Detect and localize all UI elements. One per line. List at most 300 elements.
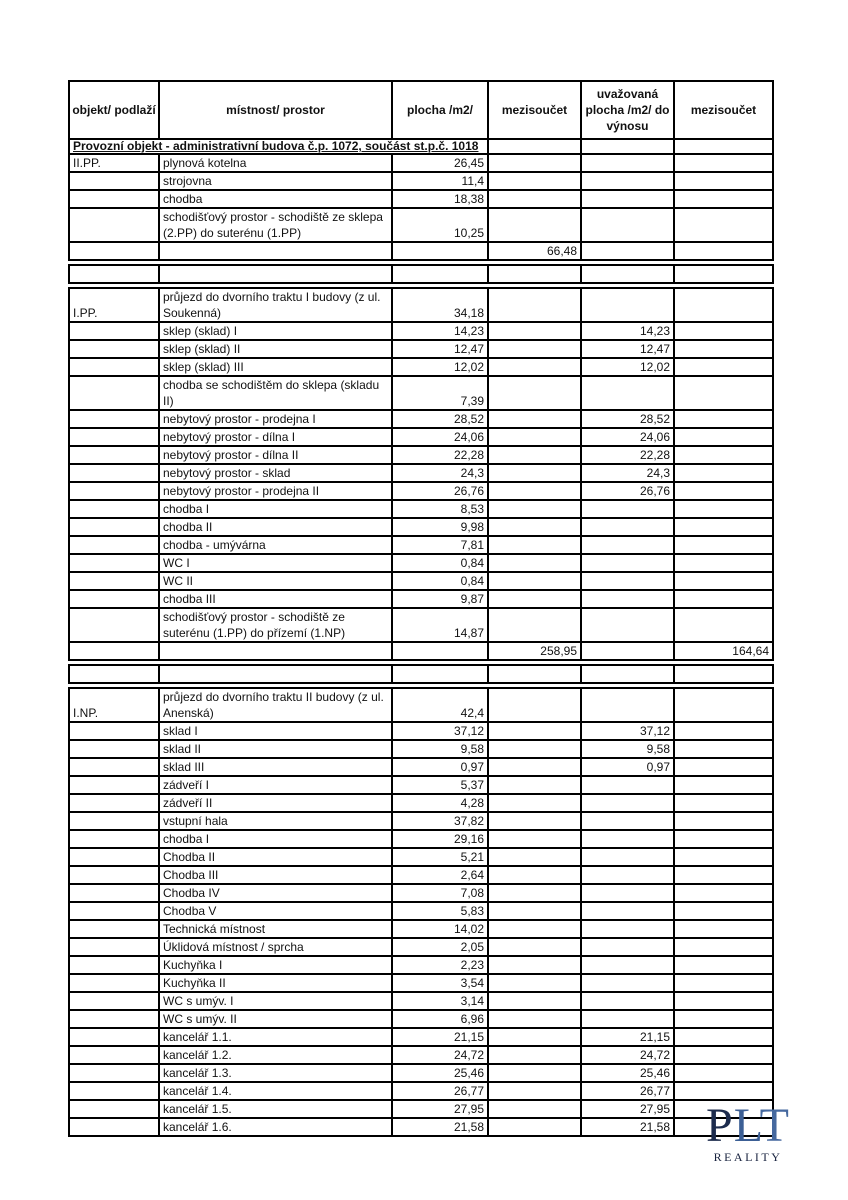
cell-floor <box>69 500 159 518</box>
cell-area: 21,58 <box>392 1118 488 1136</box>
cell-subtotal <box>488 665 581 683</box>
table-row <box>69 665 773 683</box>
cell-subtotal-2 <box>674 776 773 794</box>
cell-room: WC II <box>159 572 392 590</box>
cell-subtotal <box>488 812 581 830</box>
cell-area: 9,98 <box>392 518 488 536</box>
table-row <box>69 992 773 1010</box>
cell-considered-area: 24,3 <box>581 464 674 482</box>
cell-subtotal-2 <box>674 518 773 536</box>
cell-subtotal-2 <box>674 154 773 172</box>
cell-area: 37,12 <box>392 722 488 740</box>
cell-considered-area <box>581 154 674 172</box>
table-row <box>69 265 773 283</box>
table-row <box>69 288 773 322</box>
cell-subtotal-2 <box>674 428 773 446</box>
cell-area <box>392 665 488 683</box>
cell-floor <box>69 376 159 410</box>
cell-room: chodba II <box>159 518 392 536</box>
cell-considered-area <box>581 974 674 992</box>
column-header: místnost/ prostor <box>159 81 392 139</box>
cell-subtotal <box>488 208 581 242</box>
cell-subtotal-2 <box>674 572 773 590</box>
cell-area: 24,3 <box>392 464 488 482</box>
cell-room: sklad II <box>159 740 392 758</box>
cell-room: WC s umýv. II <box>159 1010 392 1028</box>
cell-area: 21,15 <box>392 1028 488 1046</box>
table-row <box>69 1118 773 1136</box>
cell-floor <box>69 172 159 190</box>
cell-subtotal <box>488 688 581 722</box>
cell-considered-area <box>581 866 674 884</box>
cell-area: 18,38 <box>392 190 488 208</box>
table-row <box>69 848 773 866</box>
table-row <box>69 1064 773 1082</box>
table-row <box>69 446 773 464</box>
cell-subtotal <box>488 518 581 536</box>
cell-area: 14,02 <box>392 920 488 938</box>
cell-considered-area <box>581 812 674 830</box>
cell-subtotal <box>488 482 581 500</box>
cell-subtotal: 258,95 <box>488 642 581 660</box>
table-row <box>69 688 773 722</box>
cell-area: 5,21 <box>392 848 488 866</box>
cell-room: nebytový prostor - prodejna II <box>159 482 392 500</box>
cell-considered-area: 22,28 <box>581 446 674 464</box>
cell-considered-area <box>581 172 674 190</box>
cell-subtotal-2 <box>674 1082 773 1100</box>
cell-room: Chodba V <box>159 902 392 920</box>
plt-logo-subtitle: REALITY <box>713 1150 783 1164</box>
cell-subtotal <box>488 410 581 428</box>
cell-area: 0,84 <box>392 572 488 590</box>
empty-cell <box>488 139 581 154</box>
cell-area: 14,23 <box>392 322 488 340</box>
cell-considered-area <box>581 776 674 794</box>
cell-room: chodba <box>159 190 392 208</box>
cell-floor <box>69 590 159 608</box>
table-block <box>68 664 774 684</box>
cell-room: chodba se schodištěm do sklepa (skladu II) <box>159 376 392 410</box>
column-header: mezisoučet <box>488 81 581 139</box>
cell-considered-area <box>581 518 674 536</box>
cell-area: 26,76 <box>392 482 488 500</box>
cell-considered-area <box>581 902 674 920</box>
table-row <box>69 608 773 642</box>
cell-floor <box>69 242 159 260</box>
table-row <box>69 322 773 340</box>
cell-considered-area: 12,47 <box>581 340 674 358</box>
cell-subtotal <box>488 536 581 554</box>
empty-cell <box>674 139 773 154</box>
cell-area: 28,52 <box>392 410 488 428</box>
table-row <box>69 428 773 446</box>
cell-room: Technická místnost <box>159 920 392 938</box>
cell-subtotal-2 <box>674 208 773 242</box>
cell-area: 42,4 <box>392 688 488 722</box>
plt-logo-letter: T <box>759 1099 790 1152</box>
table-row <box>69 1046 773 1064</box>
cell-subtotal-2 <box>674 665 773 683</box>
cell-subtotal-2 <box>674 536 773 554</box>
cell-room: schodišťový prostor - schodiště ze sklepa (2.PP) do suterénu (1.PP) <box>159 208 392 242</box>
cell-subtotal-2 <box>674 590 773 608</box>
cell-area: 12,47 <box>392 340 488 358</box>
table-header-row <box>69 81 773 139</box>
plt-logo-word <box>700 1099 796 1152</box>
cell-floor <box>69 446 159 464</box>
plt-logo-letter: L <box>733 1099 760 1152</box>
cell-area: 5,83 <box>392 902 488 920</box>
cell-subtotal-2 <box>674 688 773 722</box>
cell-subtotal-2 <box>674 322 773 340</box>
cell-area: 9,58 <box>392 740 488 758</box>
cell-room: WC I <box>159 554 392 572</box>
cell-subtotal <box>488 190 581 208</box>
cell-floor <box>69 482 159 500</box>
cell-subtotal-2 <box>674 1064 773 1082</box>
cell-subtotal <box>488 902 581 920</box>
cell-floor <box>69 1082 159 1100</box>
table-row <box>69 410 773 428</box>
cell-area: 2,64 <box>392 866 488 884</box>
cell-room: kancelář 1.5. <box>159 1100 392 1118</box>
table-row <box>69 920 773 938</box>
cell-area <box>392 265 488 283</box>
column-header: plocha /m2/ <box>392 81 488 139</box>
cell-considered-area <box>581 1010 674 1028</box>
cell-area: 3,14 <box>392 992 488 1010</box>
cell-considered-area: 26,76 <box>581 482 674 500</box>
cell-subtotal <box>488 288 581 322</box>
cell-subtotal <box>488 590 581 608</box>
cell-floor <box>69 572 159 590</box>
cell-considered-area: 37,12 <box>581 722 674 740</box>
cell-considered-area: 27,95 <box>581 1100 674 1118</box>
cell-room: nebytový prostor - sklad <box>159 464 392 482</box>
cell-subtotal <box>488 938 581 956</box>
cell-subtotal <box>488 428 581 446</box>
cell-room: zádveří II <box>159 794 392 812</box>
cell-floor: I.PP. <box>69 288 159 322</box>
plt-logo <box>700 1099 796 1165</box>
cell-subtotal-2 <box>674 482 773 500</box>
table-row <box>69 794 773 812</box>
cell-subtotal <box>488 1100 581 1118</box>
table-row <box>69 866 773 884</box>
cell-room: kancelář 1.6. <box>159 1118 392 1136</box>
table-row <box>69 812 773 830</box>
cell-area: 10,25 <box>392 208 488 242</box>
cell-area: 12,02 <box>392 358 488 376</box>
cell-area: 5,37 <box>392 776 488 794</box>
cell-area: 3,54 <box>392 974 488 992</box>
cell-floor <box>69 794 159 812</box>
cell-considered-area: 24,06 <box>581 428 674 446</box>
cell-subtotal <box>488 758 581 776</box>
cell-room: kancelář 1.3. <box>159 1064 392 1082</box>
table-row <box>69 482 773 500</box>
cell-subtotal-2 <box>674 376 773 410</box>
section-title: Provozní objekt - administrativní budova č.p. 1072, součást st.p.č. 1018 <box>69 139 488 154</box>
cell-subtotal-2 <box>674 172 773 190</box>
cell-room: kancelář 1.1. <box>159 1028 392 1046</box>
cell-floor <box>69 608 159 642</box>
cell-floor: I.NP. <box>69 688 159 722</box>
cell-room: Chodba III <box>159 866 392 884</box>
cell-area: 24,06 <box>392 428 488 446</box>
cell-subtotal <box>488 866 581 884</box>
cell-considered-area <box>581 956 674 974</box>
cell-subtotal <box>488 154 581 172</box>
cell-subtotal <box>488 265 581 283</box>
cell-considered-area <box>581 665 674 683</box>
cell-subtotal: 66,48 <box>488 242 581 260</box>
table-row <box>69 172 773 190</box>
cell-floor <box>69 410 159 428</box>
cell-room: strojovna <box>159 172 392 190</box>
cell-subtotal <box>488 1028 581 1046</box>
cell-floor <box>69 322 159 340</box>
cell-room: schodišťový prostor - schodiště ze suterénu (1.PP) do přízemí (1.NP) <box>159 608 392 642</box>
table-block <box>68 80 774 261</box>
table-row <box>69 464 773 482</box>
cell-room: kancelář 1.2. <box>159 1046 392 1064</box>
cell-area: 0,97 <box>392 758 488 776</box>
cell-subtotal-2 <box>674 446 773 464</box>
cell-subtotal-2 <box>674 410 773 428</box>
cell-room <box>159 665 392 683</box>
cell-floor <box>69 866 159 884</box>
cell-room: Chodba IV <box>159 884 392 902</box>
cell-subtotal <box>488 776 581 794</box>
cell-floor <box>69 518 159 536</box>
cell-subtotal <box>488 974 581 992</box>
cell-area: 2,05 <box>392 938 488 956</box>
cell-subtotal-2 <box>674 340 773 358</box>
cell-room: nebytový prostor - prodejna I <box>159 410 392 428</box>
table-block <box>68 287 774 661</box>
cell-room: kancelář 1.4. <box>159 1082 392 1100</box>
cell-subtotal-2 <box>674 812 773 830</box>
cell-room: Chodba II <box>159 848 392 866</box>
cell-area: 34,18 <box>392 288 488 322</box>
cell-area: 9,87 <box>392 590 488 608</box>
cell-room: WC s umýv. I <box>159 992 392 1010</box>
cell-area <box>392 642 488 660</box>
cell-subtotal-2 <box>674 722 773 740</box>
cell-room: Kuchyňka II <box>159 974 392 992</box>
cell-subtotal <box>488 722 581 740</box>
cell-floor <box>69 340 159 358</box>
cell-floor <box>69 1028 159 1046</box>
cell-area: 8,53 <box>392 500 488 518</box>
cell-floor <box>69 722 159 740</box>
table-row <box>69 758 773 776</box>
cell-room: sklep (sklad) I <box>159 322 392 340</box>
table-row <box>69 242 773 260</box>
table-row <box>69 830 773 848</box>
table-row <box>69 776 773 794</box>
cell-considered-area <box>581 554 674 572</box>
cell-floor <box>69 740 159 758</box>
cell-subtotal-2 <box>674 358 773 376</box>
cell-subtotal <box>488 1082 581 1100</box>
cell-room <box>159 642 392 660</box>
cell-subtotal <box>488 884 581 902</box>
cell-subtotal <box>488 376 581 410</box>
cell-area: 26,45 <box>392 154 488 172</box>
cell-room: sklep (sklad) II <box>159 340 392 358</box>
cell-subtotal-2 <box>674 740 773 758</box>
cell-subtotal-2 <box>674 288 773 322</box>
cell-floor <box>69 358 159 376</box>
cell-subtotal-2 <box>674 974 773 992</box>
cell-subtotal-2 <box>674 866 773 884</box>
cell-considered-area: 26,77 <box>581 1082 674 1100</box>
cell-room: chodba I <box>159 500 392 518</box>
cell-floor <box>69 1046 159 1064</box>
table-row <box>69 358 773 376</box>
table-row <box>69 722 773 740</box>
cell-considered-area <box>581 794 674 812</box>
cell-room: chodba - umývárna <box>159 536 392 554</box>
cell-room: sklep (sklad) III <box>159 358 392 376</box>
area-table-stack <box>68 80 774 1137</box>
cell-floor: II.PP. <box>69 154 159 172</box>
cell-floor <box>69 1010 159 1028</box>
cell-floor <box>69 884 159 902</box>
cell-room: Úklidová místnost / sprcha <box>159 938 392 956</box>
cell-floor <box>69 1064 159 1082</box>
cell-subtotal-2 <box>674 956 773 974</box>
column-header: mezisoučet <box>674 81 773 139</box>
cell-subtotal <box>488 1010 581 1028</box>
cell-room: chodba III <box>159 590 392 608</box>
cell-considered-area <box>581 190 674 208</box>
cell-subtotal-2 <box>674 1010 773 1028</box>
cell-considered-area: 24,72 <box>581 1046 674 1064</box>
cell-area: 22,28 <box>392 446 488 464</box>
cell-subtotal-2 <box>674 190 773 208</box>
cell-area: 24,72 <box>392 1046 488 1064</box>
cell-floor <box>69 758 159 776</box>
empty-cell <box>581 139 674 154</box>
table-row <box>69 340 773 358</box>
cell-area: 0,84 <box>392 554 488 572</box>
cell-floor <box>69 812 159 830</box>
cell-subtotal <box>488 956 581 974</box>
cell-subtotal <box>488 1046 581 1064</box>
cell-floor <box>69 938 159 956</box>
cell-room: vstupní hala <box>159 812 392 830</box>
table-row <box>69 956 773 974</box>
cell-considered-area <box>581 500 674 518</box>
cell-subtotal-2 <box>674 242 773 260</box>
cell-area <box>392 242 488 260</box>
table-row <box>69 938 773 956</box>
cell-subtotal-2: 164,64 <box>674 642 773 660</box>
cell-subtotal-2 <box>674 1028 773 1046</box>
cell-considered-area <box>581 920 674 938</box>
cell-area: 25,46 <box>392 1064 488 1082</box>
cell-area: 37,82 <box>392 812 488 830</box>
cell-room <box>159 242 392 260</box>
cell-subtotal-2 <box>674 884 773 902</box>
table-row <box>69 590 773 608</box>
cell-floor <box>69 956 159 974</box>
table-row <box>69 1100 773 1118</box>
cell-room: chodba I <box>159 830 392 848</box>
cell-subtotal <box>488 608 581 642</box>
table-row <box>69 884 773 902</box>
cell-considered-area <box>581 608 674 642</box>
section-title-row <box>69 139 773 154</box>
cell-considered-area <box>581 572 674 590</box>
cell-floor <box>69 902 159 920</box>
cell-considered-area <box>581 208 674 242</box>
cell-subtotal-2 <box>674 848 773 866</box>
table-row <box>69 500 773 518</box>
cell-subtotal <box>488 446 581 464</box>
cell-area: 7,39 <box>392 376 488 410</box>
column-header: uvažovaná plocha /m2/ do výnosu <box>581 81 674 139</box>
cell-area: 29,16 <box>392 830 488 848</box>
cell-room: sklad III <box>159 758 392 776</box>
cell-subtotal-2 <box>674 830 773 848</box>
cell-floor <box>69 464 159 482</box>
cell-considered-area: 9,58 <box>581 740 674 758</box>
cell-room: Kuchyňka I <box>159 956 392 974</box>
cell-floor <box>69 190 159 208</box>
table-row <box>69 536 773 554</box>
cell-subtotal-2 <box>674 938 773 956</box>
column-header: objekt/ podlaží <box>69 81 159 139</box>
cell-considered-area <box>581 242 674 260</box>
cell-considered-area <box>581 288 674 322</box>
cell-floor <box>69 1100 159 1118</box>
cell-considered-area <box>581 830 674 848</box>
cell-subtotal-2 <box>674 554 773 572</box>
cell-subtotal-2 <box>674 758 773 776</box>
table-row <box>69 376 773 410</box>
cell-subtotal-2 <box>674 794 773 812</box>
cell-area: 11,4 <box>392 172 488 190</box>
table-block <box>68 264 774 284</box>
cell-room: nebytový prostor - dílna I <box>159 428 392 446</box>
plt-logo-letter: P <box>706 1099 734 1152</box>
cell-subtotal-2 <box>674 1046 773 1064</box>
table-row <box>69 642 773 660</box>
cell-considered-area: 14,23 <box>581 322 674 340</box>
cell-area: 14,87 <box>392 608 488 642</box>
cell-subtotal-2 <box>674 608 773 642</box>
cell-subtotal-2 <box>674 902 773 920</box>
table-row <box>69 208 773 242</box>
cell-room: nebytový prostor - dílna II <box>159 446 392 464</box>
table-row <box>69 740 773 758</box>
cell-considered-area <box>581 642 674 660</box>
cell-area: 27,95 <box>392 1100 488 1118</box>
cell-considered-area <box>581 938 674 956</box>
cell-floor <box>69 428 159 446</box>
cell-subtotal <box>488 1064 581 1082</box>
cell-room: průjezd do dvorního traktu II budovy (z ul. Anenská) <box>159 688 392 722</box>
cell-floor <box>69 848 159 866</box>
cell-room: plynová kotelna <box>159 154 392 172</box>
cell-room: zádveří I <box>159 776 392 794</box>
table-row <box>69 1010 773 1028</box>
